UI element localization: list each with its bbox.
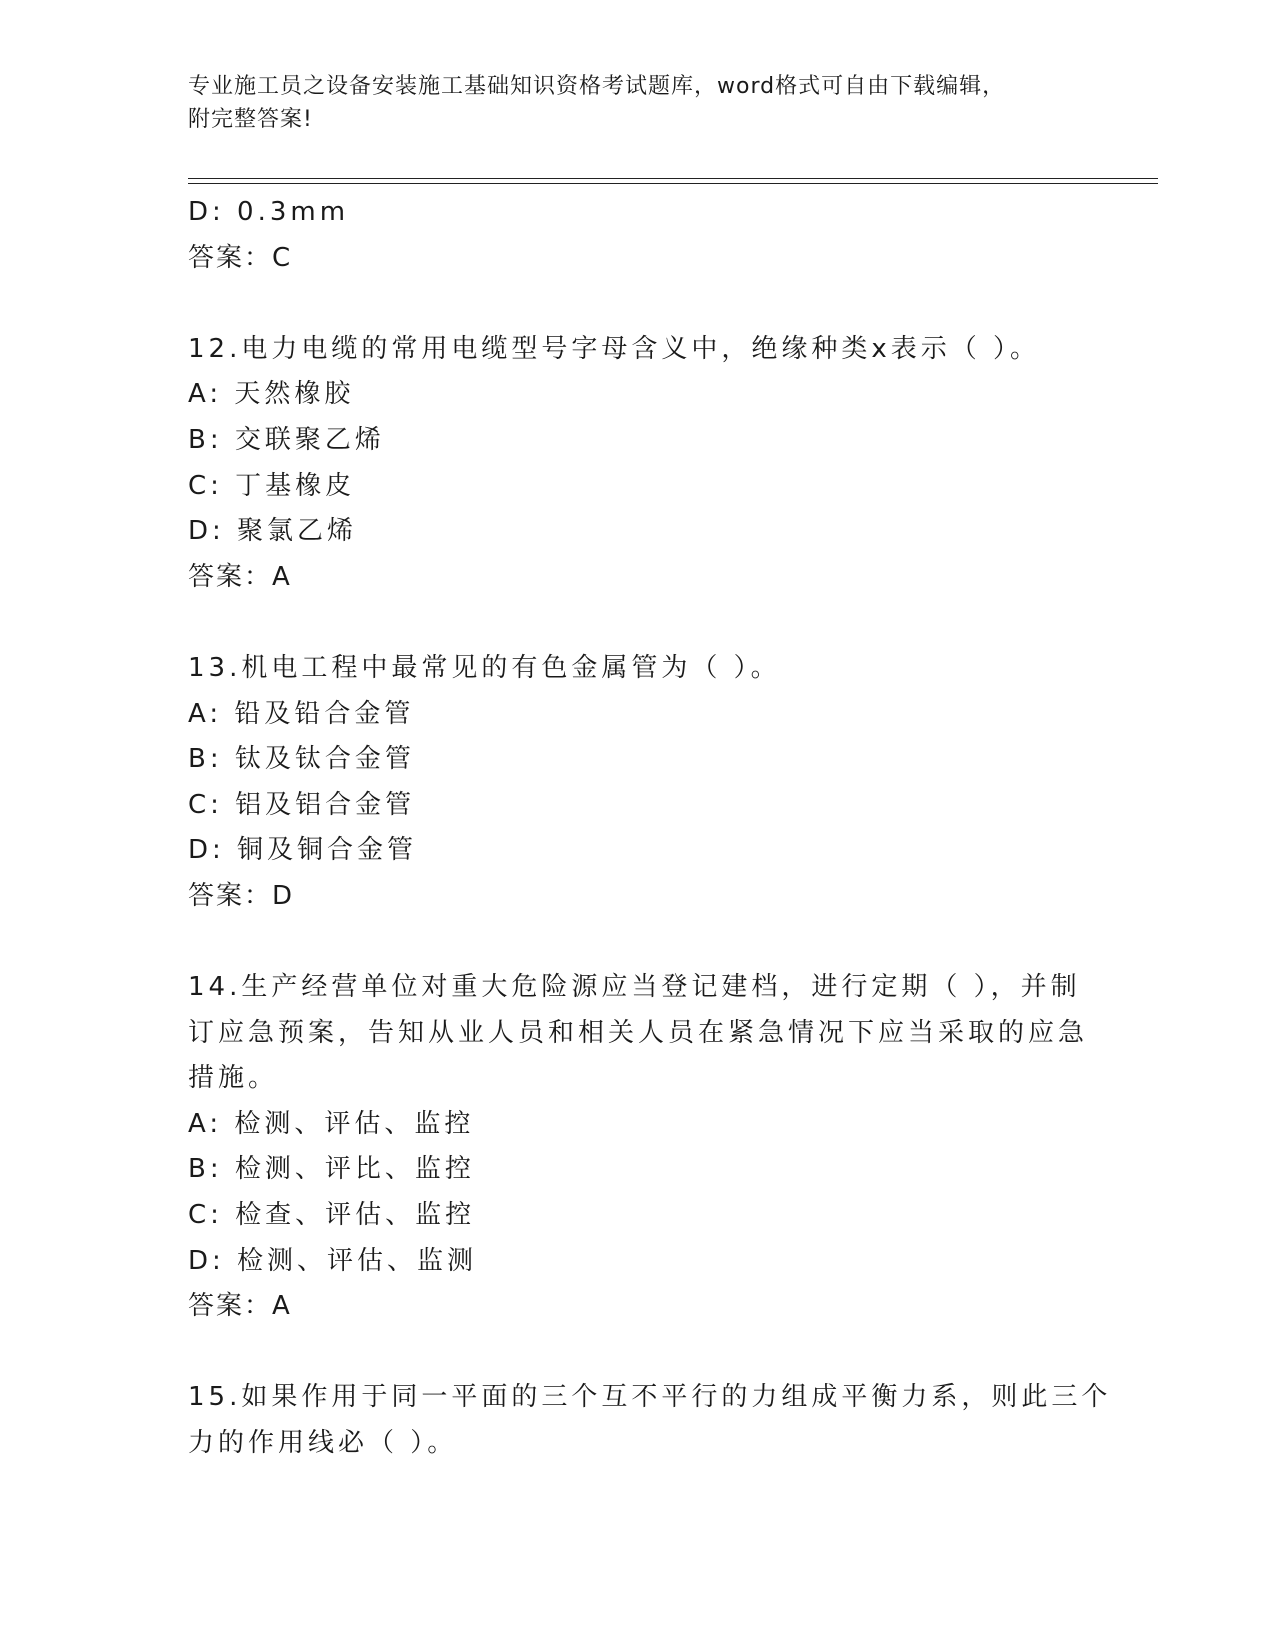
answer-line: 答案：C bbox=[188, 242, 293, 273]
option-b: B: 交联聚乙烯 bbox=[188, 424, 385, 455]
question-text-line-1: 15.如果作用于同一平面的三个互不平行的力组成平衡力系，则此三个 bbox=[188, 1382, 1112, 1413]
question-text: 12.电力电缆的常用电缆型号字母含义中，绝缘种类x表示（ ）。 bbox=[188, 333, 1041, 364]
document-header bbox=[188, 70, 1068, 136]
option-c: C: 铝及铝合金管 bbox=[188, 789, 416, 820]
spacer bbox=[188, 920, 1088, 966]
option-c: C: 丁基橡皮 bbox=[188, 470, 356, 501]
header-rule-bottom bbox=[188, 183, 1158, 184]
option-a: A: 铅及铅合金管 bbox=[188, 698, 415, 729]
option-a: A: 天然橡胶 bbox=[188, 379, 355, 410]
header-line-2: 附完整答案! bbox=[188, 107, 313, 132]
option-b: B: 检测、评比、监控 bbox=[188, 1154, 475, 1185]
header-line-1: 专业施工员之设备安装施工基础知识资格考试题库，word格式可自由下载编辑， bbox=[188, 74, 1006, 99]
spacer bbox=[188, 600, 1088, 646]
option-d: D: 检测、评估、监测 bbox=[188, 1245, 478, 1276]
spacer bbox=[188, 1330, 1088, 1376]
answer-line: 答案：A bbox=[188, 1291, 292, 1322]
option-d: D: 铜及铜合金管 bbox=[188, 835, 418, 866]
header-rule-top bbox=[188, 178, 1158, 179]
option-a: A: 检测、评估、监控 bbox=[188, 1108, 475, 1139]
spacer bbox=[188, 281, 1088, 327]
option-d: D: 聚氯乙烯 bbox=[188, 516, 358, 547]
option-b: B: 钛及钛合金管 bbox=[188, 744, 415, 775]
answer-line: 答案：D bbox=[188, 880, 295, 911]
question-text-line-2: 订应急预案，告知从业人员和相关人员在紧急情况下应当采取的应急 bbox=[188, 1017, 1089, 1048]
option-d: D: 0.3mm bbox=[188, 197, 350, 227]
question-text-line-2: 力的作用线必（ ）。 bbox=[188, 1428, 458, 1459]
question-list bbox=[188, 190, 1112, 1467]
answer-line: 答案：A bbox=[188, 561, 292, 592]
question-text: 13.机电工程中最常见的有色金属管为（ ）。 bbox=[188, 652, 781, 683]
question-text-line-1: 14.生产经营单位对重大危险源应当登记建档，进行定期（ ），并制 bbox=[188, 972, 1081, 1003]
option-c: C: 检查、评估、监控 bbox=[188, 1200, 476, 1231]
question-text-line-3: 措施。 bbox=[188, 1063, 279, 1094]
